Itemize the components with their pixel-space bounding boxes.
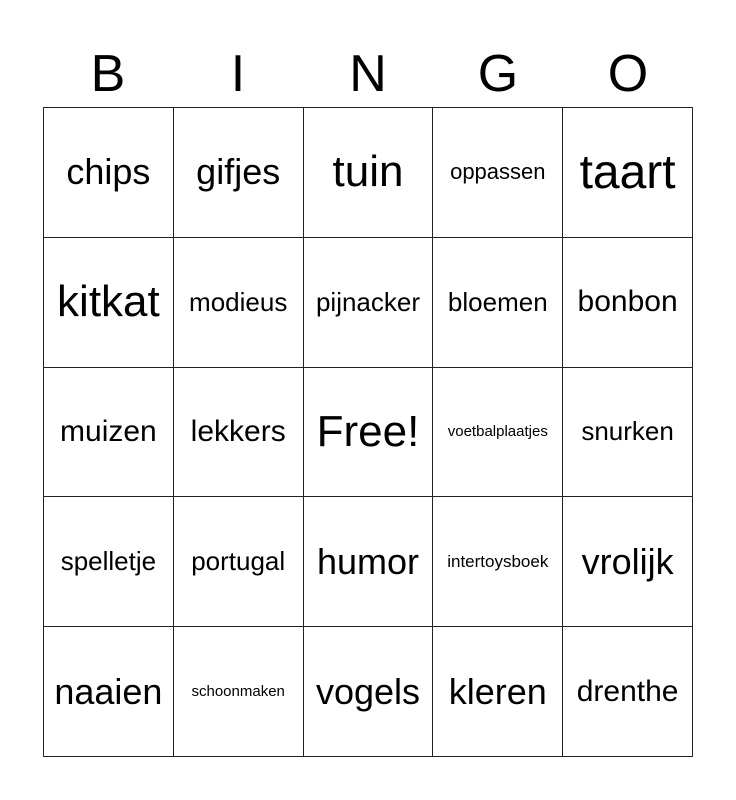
free-space-cell[interactable]: Free!: [304, 368, 434, 498]
bingo-cell[interactable]: taart: [563, 108, 693, 238]
bingo-cell[interactable]: kleren: [433, 627, 563, 757]
header-letter-i: I: [230, 45, 246, 103]
bingo-cell[interactable]: gifjes: [174, 108, 304, 238]
bingo-cell[interactable]: vogels: [304, 627, 434, 757]
bingo-cell[interactable]: bloemen: [433, 238, 563, 368]
bingo-cell[interactable]: kitkat: [44, 238, 174, 368]
bingo-card-grid: [43, 107, 693, 757]
bingo-cell[interactable]: naaien: [44, 627, 174, 757]
bingo-cell[interactable]: voetbalplaatjes: [433, 368, 563, 498]
bingo-cell[interactable]: portugal: [174, 497, 304, 627]
bingo-cell[interactable]: pijnacker: [304, 238, 434, 368]
bingo-cell[interactable]: snurken: [563, 368, 693, 498]
bingo-cell[interactable]: vrolijk: [563, 497, 693, 627]
header-letter-n: N: [349, 45, 387, 103]
bingo-cell[interactable]: tuin: [304, 108, 434, 238]
header-letter-o: O: [607, 45, 649, 103]
bingo-cell[interactable]: spelletje: [44, 497, 174, 627]
header-letter-g: G: [477, 45, 519, 103]
bingo-cell[interactable]: bonbon: [563, 238, 693, 368]
bingo-cell[interactable]: drenthe: [563, 627, 693, 757]
header-letter-b: B: [90, 45, 126, 103]
bingo-cell[interactable]: lekkers: [174, 368, 304, 498]
bingo-cell[interactable]: humor: [304, 497, 434, 627]
bingo-cell[interactable]: muizen: [44, 368, 174, 498]
bingo-header: [43, 40, 693, 108]
bingo-cell[interactable]: intertoysboek: [433, 497, 563, 627]
bingo-cell[interactable]: oppassen: [433, 108, 563, 238]
bingo-cell[interactable]: modieus: [174, 238, 304, 368]
bingo-cell[interactable]: schoonmaken: [174, 627, 304, 757]
bingo-cell[interactable]: chips: [44, 108, 174, 238]
